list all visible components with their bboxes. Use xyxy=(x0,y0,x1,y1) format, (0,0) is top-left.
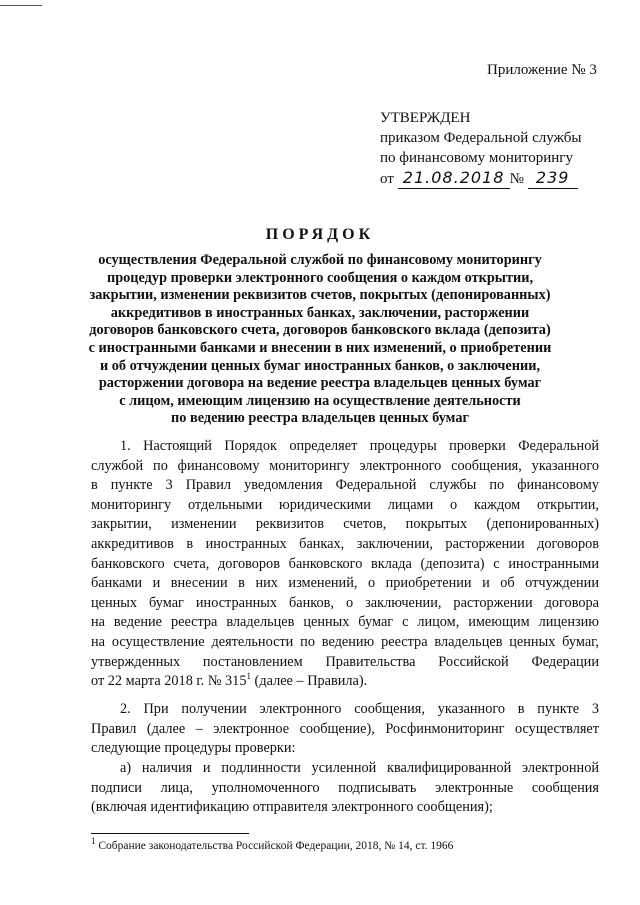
subtitle-line: с лицом, имеющим лицензию на осуществление деятельности xyxy=(119,392,521,409)
subtitle-line: процедур проверки электронного сообщения о каждом открытии, xyxy=(106,269,534,286)
approval-date: 21.08.2018 xyxy=(398,168,510,189)
paragraph-last-line xyxy=(91,672,599,692)
approval-line-2: по финансовому мониторингу xyxy=(380,150,573,166)
footnote xyxy=(91,836,454,852)
footnote-reference[interactable]: 1 xyxy=(246,671,251,682)
paragraph-line: закрытии, изменении реквизитов счетов, покрытых (депонированных) xyxy=(91,516,599,533)
paragraph-line: службой по финансовому мониторингу электронного сообщения, указанного xyxy=(91,457,599,474)
paragraph-line: банками и внесении в них изменений, о приобретении и об отчуждении xyxy=(91,575,599,592)
approval-number: 239 xyxy=(528,168,578,189)
appendix-label: Приложение № 3 xyxy=(487,62,597,78)
paragraph-last-line: следующие процедуры проверки: xyxy=(91,740,296,757)
subtitle-line: договоров банковского счета, договоров банковского вклада (депозита) xyxy=(89,322,551,339)
paragraph-line: 2. При получении электронного сообщения, указанного в пункте 3 xyxy=(120,701,599,717)
paragraph-text: от 22 марта 2018 г. № 315 xyxy=(91,673,247,690)
subtitle-line: по ведению реестра владельцев ценных бумаг xyxy=(171,410,469,427)
document-title: ПОРЯДОК xyxy=(265,226,375,243)
approval-block xyxy=(380,108,581,189)
paragraph-last-line: (включая идентификацию отправителя электронного сообщения); xyxy=(91,799,493,816)
page-corner-mark xyxy=(0,0,42,6)
paragraph-line: мониторингу отдельными юридическими лицами о каждом открытии, xyxy=(91,496,599,513)
paragraph-line: ценных бумаг иностранных банков, о заключении, расторжении договора xyxy=(91,594,599,611)
subtitle-line: закрытии, изменении реквизитов счетов, покрытых (депонированных) xyxy=(89,287,551,304)
paragraph-line: а) наличия и подлинности усиленной квалифицированной электронной xyxy=(120,760,599,776)
approval-heading: УТВЕРЖДЕН xyxy=(380,110,471,126)
paragraph-line: на ведение реестра владельцев ценных бумаг с лицом, имеющим лицензию xyxy=(91,614,599,631)
approval-date-line xyxy=(380,168,581,189)
subtitle-line: расторжении договора на ведение реестра владельцев ценных бумаг xyxy=(98,375,542,392)
subtitle-line: и об отчуждении ценных бумаг иностранных банков, о заключении, xyxy=(99,357,541,374)
approval-line-1: приказом Федеральной службы xyxy=(380,130,582,146)
approval-from-prefix: от xyxy=(380,171,394,187)
subtitle-line: осуществления Федеральной службой по финансовому мониторингу xyxy=(98,252,542,268)
subtitle-line: аккредитивов в иностранных банках, заключении, расторжении xyxy=(110,304,530,321)
approval-number-prefix: № xyxy=(509,171,524,187)
footnote-mark: 1 xyxy=(91,836,96,847)
paragraph-line: в пункте 3 Правил уведомления Федеральной службы по финансовому xyxy=(91,477,599,494)
paragraph-line: банковского счета, договоров банковского вклада (депозита) с иностранными xyxy=(91,555,599,572)
paragraph-line: утвержденных постановлением Правительства Российской Федерации xyxy=(91,653,599,670)
paragraph-1 xyxy=(91,437,599,692)
paragraph-3 xyxy=(91,759,599,818)
footnote-text: Собрание законодательства Российской Федерации, 2018, № 14, ст. 1966 xyxy=(95,840,454,852)
paragraph-line: аккредитивов в иностранных банках, заключении, расторжении договоров xyxy=(91,535,599,552)
paragraph-line: Правил (далее – электронное сообщение), Росфинмониторинг осуществляет xyxy=(91,720,599,737)
subtitle-line: с иностранными банками и внесении в них изменений, о приобретении xyxy=(88,339,552,356)
paragraph-2 xyxy=(91,700,599,759)
paragraph-line: 1. Настоящий Порядок определяет процедуры проверки Федеральной xyxy=(120,438,599,454)
paragraph-text: (далее – Правила). xyxy=(250,673,368,690)
paragraph-line: на осуществление деятельности по ведению реестра владельцев ценных бумаг, xyxy=(91,633,599,650)
footnote-separator xyxy=(91,833,249,834)
paragraph-line: подписи лица, уполномоченного подписывать электронные сообщения xyxy=(91,779,599,796)
document-subtitle xyxy=(0,252,640,428)
